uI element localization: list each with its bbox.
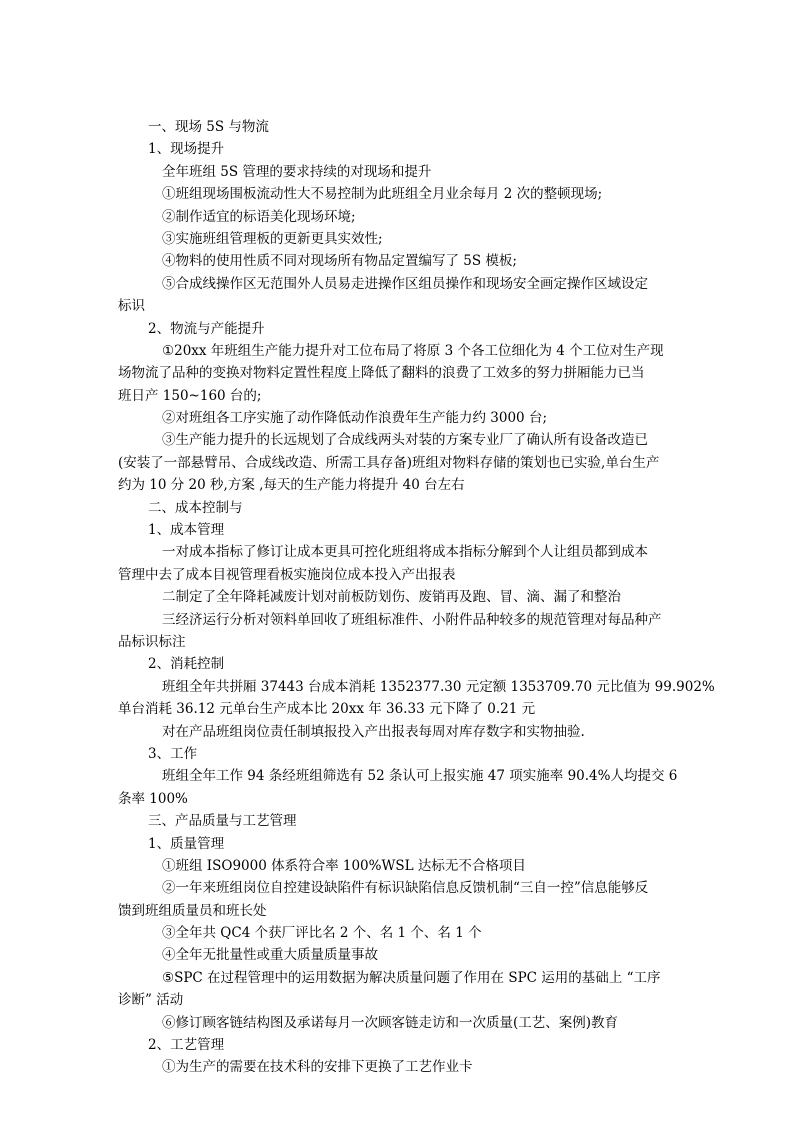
list-item: ④全年无批量性或重大质量质量事故: [162, 947, 378, 964]
paragraph-line: 场物流了品种的变换对物料定置性程度上降低了翻料的浪费了工效多的努力拼厢能力已当: [118, 365, 645, 382]
paragraph-line: 馈到班组质量员和班长处: [118, 902, 267, 919]
paragraph-line: 单台消耗 36.12 元单台生产成本比 20xx 年 36.33 元下降了 0.21 元: [118, 701, 536, 718]
list-item: ②一年来班组岗位自控建设缺陷件有标识缺陷信息反馈机制“三自一控”信息能够反: [162, 880, 649, 897]
paragraph-line: 约为 10 分 20 秒,方案 ,每天的生产能力将提升 40 台左右: [118, 477, 465, 494]
list-item: ①班组现场围板流动性大不易控制为此班组全月业余每月 2 次的整顿现场;: [162, 186, 603, 203]
paragraph-line: 诊断” 活动: [118, 992, 184, 1009]
paragraph-line: 条率 100%: [118, 790, 188, 807]
paragraph-line: 全年班组 5S 管理的要求持续的对现场和提升: [162, 163, 432, 180]
subsection-heading: 2、工艺管理: [148, 1037, 225, 1054]
list-item: ②对班组各工序实施了动作降低动作浪费年生产能力约 3000 台;: [162, 410, 547, 427]
list-item: ⑥修订顾客链结构图及承诺每月一次顾客链走访和一次质量(工艺、案例)教育: [162, 1014, 619, 1031]
subsection-heading: 2、物流与产能提升: [148, 320, 265, 337]
paragraph-line: 一对成本指标了修订让成本更具可控化班组将成本指标分解到个人让组员都到成本: [162, 544, 648, 561]
list-item: ③实施班组管理板的更新更具实效性;: [162, 230, 383, 247]
paragraph-line: 二制定了全年降耗减废计划对前板防划伤、废销再及跑、冒、滴、漏了和整治: [162, 589, 621, 606]
subsection-heading: 3、工作: [148, 745, 198, 762]
document-body: [118, 116, 715, 1079]
paragraph-line: 班组全年共拼厢 37443 台成本消耗 1352377.30 元定额 1353709.70 元比值为 99.902%: [162, 678, 715, 695]
list-item: ④物料的使用性质不同对现场所有物品定置编写了 5S 模板;: [162, 253, 517, 270]
paragraph-line: 三经济运行分析对领料单回收了班组标准件、小附件品种较多的规范管理对每品种产: [162, 611, 662, 628]
subsection-heading: 2、消耗控制: [148, 656, 225, 673]
paragraph-line: 品标识标注: [118, 633, 186, 650]
section-heading-1: 一、现场 5S 与物流: [148, 119, 269, 135]
section-heading-3: 三、产品质量与工艺管理: [148, 813, 297, 830]
list-item: ③生产能力提升的长远规划了合成线两头对装的方案专业厂了确认所有设备改造已: [162, 432, 648, 449]
paragraph-line: 标识: [118, 298, 145, 315]
paragraph-line: 班组全年工作 94 条经班组筛选有 52 条认可上报实施 47 项实施率 90.4%人均提交 6: [162, 768, 678, 785]
list-item: ①20xx 年班组生产能力提升对工位布局了将原 3 个各工位细化为 4 个工位对生产现: [162, 342, 664, 359]
list-item: ①为生产的需要在技术科的安排下更换了工艺作业卡: [162, 1059, 473, 1076]
subsection-heading: 1、质量管理: [148, 835, 225, 852]
subsection-heading: 1、现场提升: [148, 141, 225, 158]
section-heading-2: 二、成本控制与: [148, 499, 243, 516]
list-item: ⑤合成线操作区无范围外人员易走进操作区组员操作和现场安全画定操作区域设定: [162, 275, 648, 292]
paragraph-line: (安装了一部悬臂吊、合成线改造、所需工具存备)班组对物料存储的策划也已实验,单台生产: [118, 454, 660, 471]
paragraph-line: 管理中去了成本目视管理看板实施岗位成本投入产出报表: [118, 566, 456, 583]
list-item: ③全年共 QC4 个获厂评比名 2 个、名 1 个、名 1 个: [162, 925, 482, 942]
list-item: ①班组 ISO9000 体系符合率 100%WSL 达标无不合格项目: [162, 857, 526, 874]
paragraph-line: 班日产 150~160 台的;: [118, 387, 262, 404]
list-item: ②制作适宜的标语美化现场环境;: [162, 208, 356, 225]
paragraph-line: 对在产品班组岗位责任制填报投入产出报表每周对库存数字和实物抽验.: [162, 723, 585, 740]
subsection-heading: 1、成本管理: [148, 522, 225, 539]
list-item: ⑤SPC 在过程管理中的运用数据为解决质量问题了作用在 SPC 运用的基础上 “工序: [162, 969, 661, 986]
